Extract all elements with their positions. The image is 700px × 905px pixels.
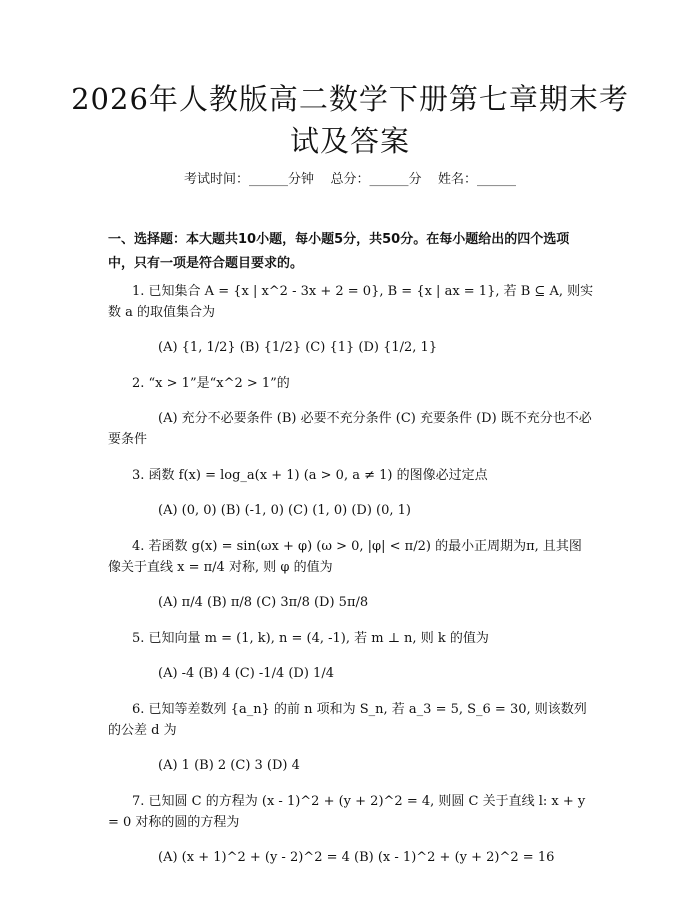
question-item [108,465,594,521]
question-item [108,628,594,684]
question-text: 4. 若函数 g(x) = sin(ωx + φ) (ω > 0, |φ| < π/2) 的最小正周期为π, 且其图像关于直线 x = π/4 对称, 则 φ 的值为 [108,539,582,575]
question-options: (A) {1, 1/2} (B) {1/2} (C) {1} (D) {1/2, 1} [158,340,438,355]
question-options: (A) -4 (B) 4 (C) -1/4 (D) 1/4 [158,666,334,681]
question-item [108,281,594,358]
question-item [108,536,594,613]
question-text: 5. 已知向量 m = (1, k), n = (4, -1), 若 m ⊥ n, 则 k 的值为 [132,631,489,646]
question-options: (A) π/4 (B) π/8 (C) 3π/8 (D) 5π/8 [158,595,369,610]
question-item [108,791,594,868]
question-text: 2. “x > 1”是“x^2 > 1”的 [132,376,290,391]
section-heading: 一、选择题：本大题共10小题，每小题5分，共50分。在每小题给出的四个选项中，只有一项是符合题目要求的。 [108,232,570,271]
question-text: 6. 已知等差数列 {a_n} 的前 n 项和为 S_n, 若 a_3 = 5, S_6 = 30, 则该数列的公差 d 为 [108,702,587,738]
document-title: 2026年人教版高二数学下册第七章期末考试及答案 [71,82,629,158]
question-text: 3. 函数 f(x) = log_a(x + 1) (a > 0, a ≠ 1) 的图像必过定点 [132,468,488,483]
question-text: 1. 已知集合 A = {x | x^2 - 3x + 2 = 0}, B = {x | ax = 1}, 若 B ⊆ A, 则实数 a 的取值集合为 [108,284,594,320]
question-item [108,373,594,450]
question-options: (A) (x + 1)^2 + (y - 2)^2 = 4 (B) (x - 1)^2 + (y + 2)^2 = 16 [158,850,555,865]
question-list [108,281,594,883]
question-item [108,699,594,776]
question-options: (A) (0, 0) (B) (-1, 0) (C) (1, 0) (D) (0, 1) [158,503,412,518]
question-text: 7. 已知圆 C 的方程为 (x - 1)^2 + (y + 2)^2 = 4, 则圆 C 关于直线 l: x + y = 0 对称的圆的方程为 [108,794,586,830]
exam-meta-line: 考试时间：______分钟 总分：______分 姓名：______ [183,172,517,187]
question-options: (A) 1 (B) 2 (C) 3 (D) 4 [158,758,300,773]
question-options: (A) 充分不必要条件 (B) 必要不充分条件 (C) 充要条件 (D) 既不充分也不必要条件 [108,411,592,447]
